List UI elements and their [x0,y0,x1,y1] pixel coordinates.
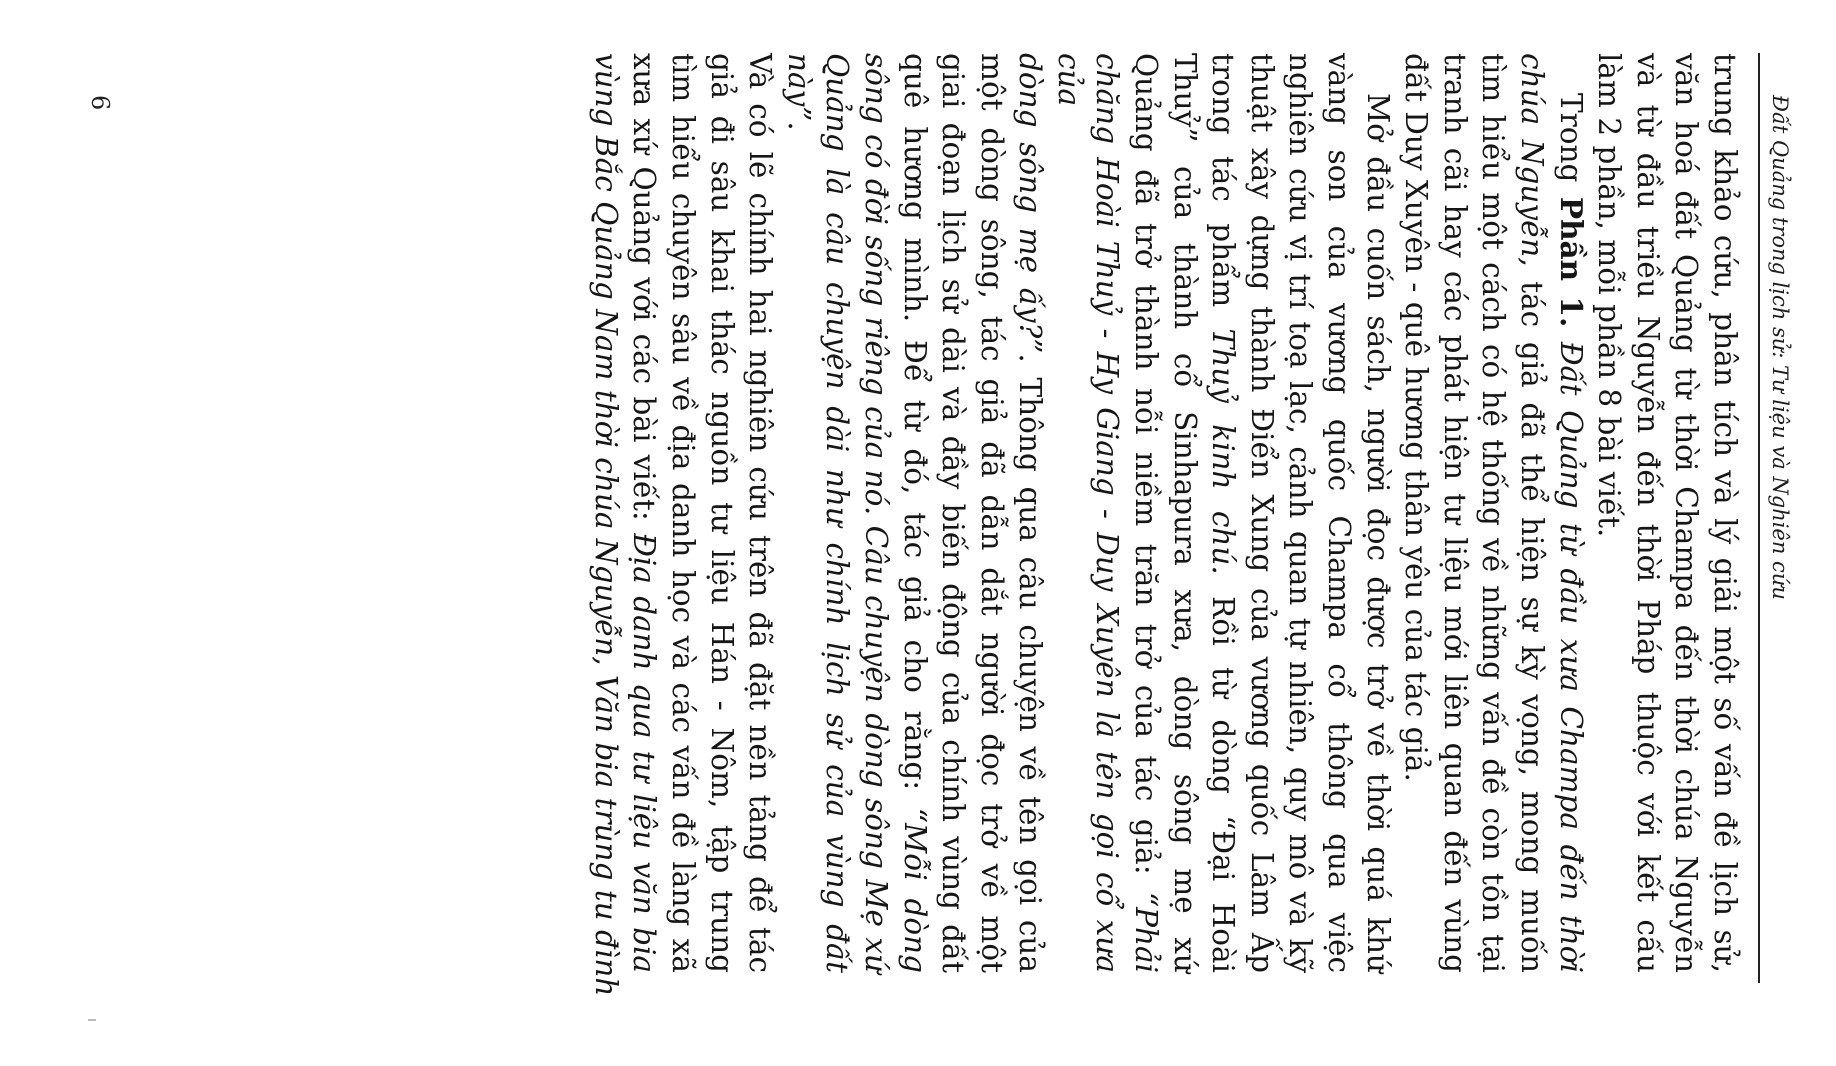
text-run: tìm hiểu chuyên sâu về địa danh học và các vấn đề làng xã [665,53,700,973]
italic-text: vùng Bắc Quảng Nam thời chúa Nguyễn, Văn bia trùng tu đình [588,53,623,997]
italic-text: chúa Nguyễn, [1515,53,1550,267]
italic-text: Đất Quảng từ đầu xưa Champa đến thời [1553,341,1588,974]
text-line [856,53,895,973]
text-run: trong tác phẩm [1206,53,1241,329]
text-line [1474,53,1513,973]
rotated-page-content [0,33,1836,1033]
italic-text: sông có đời sống riêng của nó. Câu chuyện dòng sông Mẹ xứ [858,53,893,973]
text-run: một dòng sông, tác giả đã dẫn dắt người đọc trở về một [974,53,1009,973]
text-run: Trong [1553,93,1588,197]
text-run: Quảng đã trở thành nỗi niềm trăn trở của tác giả: [1129,53,1164,893]
text-run: . Thông qua câu chuyện về tên gọi của [1013,353,1048,973]
text-line [1011,53,1050,973]
text-line [1358,53,1397,973]
text-run: văn hoá đất Quảng từ thời Champa đến thời chúa Nguyễn [1669,53,1704,973]
text-line [1165,53,1204,973]
text-line [1705,53,1744,973]
text-line [1319,53,1358,973]
scan-speck [88,1019,96,1021]
text-run: tác giả đã thể hiện sự kỳ vọng, mong muốn [1515,266,1550,974]
text-run: thuật xây dựng thành Điển Xung của vương quốc Lâm Ấp [1244,53,1279,973]
text-line [1628,53,1667,973]
text-line [972,53,1011,973]
text-run: Mở đầu cuốn sách, người đọc được trở về thời quá khứ [1360,93,1395,973]
text-run: quê hương mình. Để từ đó, tác giả cho rằng: [897,53,932,808]
text-line [1242,53,1281,973]
text-line [741,53,780,973]
bold-text: Phần 1. [1553,196,1589,328]
text-line [586,53,625,997]
text-line [1435,53,1474,973]
italic-text: chăng Hoài Thuỷ - Hy Giang - Duy Xuyên là tên gọi cổ xưa của [1051,53,1125,973]
text-line [1590,53,1629,973]
italic-text: Thuỷ kinh chú. [1206,328,1241,575]
text-run: tìm hiểu một cách có hệ thống về những vấn đề còn tồn tại [1476,53,1511,973]
text-run: . [781,121,816,131]
text-run: tranh cãi hay các phát hiện tư liệu mới liên quan đến vùng [1437,53,1472,973]
text-line [1127,53,1166,973]
italic-text: “Mỗi dòng [897,807,932,973]
text-line [625,53,664,973]
text-run: xưa xứ Quảng với các bài viết: [627,53,662,534]
text-run: làm 2 phần, mỗi phần 8 bài viết. [1592,53,1627,538]
text-run: vàng son của vương quốc Champa cổ thông qua việc [1322,53,1357,973]
text-line [1667,53,1706,973]
text-run [1554,327,1588,341]
text-line [895,53,934,973]
text-line [779,53,856,973]
text-run: Rồi từ dòng “Đại Hoài [1206,574,1241,973]
text-line [663,53,702,973]
text-line [702,53,741,973]
text-run: giai đoạn lịch sử dài và đầy biến động của chính vùng đất [936,53,971,973]
text-run: Thuỷ” của thành cổ Sinhapura xưa, dòng sông mẹ xứ [1167,53,1202,973]
text-run: Và có lẽ chính hai nghiên cứu trên đã đặt nền tảng để tác [743,53,778,973]
italic-text: Quảng là câu chuyện dài như chính lịch sử của vùng đất này” [781,53,855,973]
text-run: và từ đầu triều Nguyễn đến thời Pháp thuộc với kết cấu [1630,53,1665,973]
text-line [1512,53,1551,973]
text-line [1204,53,1243,973]
text-run: đất Duy Xuyên - quê hương thân yêu của tác giả. [1399,53,1434,782]
italic-text: Địa danh qua tư liệu văn bia [627,533,662,973]
text-line [934,53,973,973]
page-number: 6 [86,95,114,111]
text-line [1281,53,1320,973]
text-run: giả đi sâu khai thác nguồn tư liệu Hán - Nôm, tập trung [704,53,739,973]
text-run: trung khảo cứu, phân tích và lý giải một số vấn đề lịch sử, [1708,53,1742,973]
header-rule [1758,53,1760,983]
text-line [1049,53,1126,973]
running-header: Đất Quảng trong lịch sử: Tư liệu và Nghiên cứu [1768,95,1792,600]
italic-text: “Phải [1129,892,1164,973]
body-text [586,53,1744,997]
text-line [1397,53,1436,973]
text-run: nghiên cứu vị trí toạ lạc, cảnh quan tự nhiên, quy mô và kỹ [1283,53,1318,973]
italic-text: dòng sông mẹ ấy?” [1013,53,1048,354]
text-line [1551,53,1590,973]
